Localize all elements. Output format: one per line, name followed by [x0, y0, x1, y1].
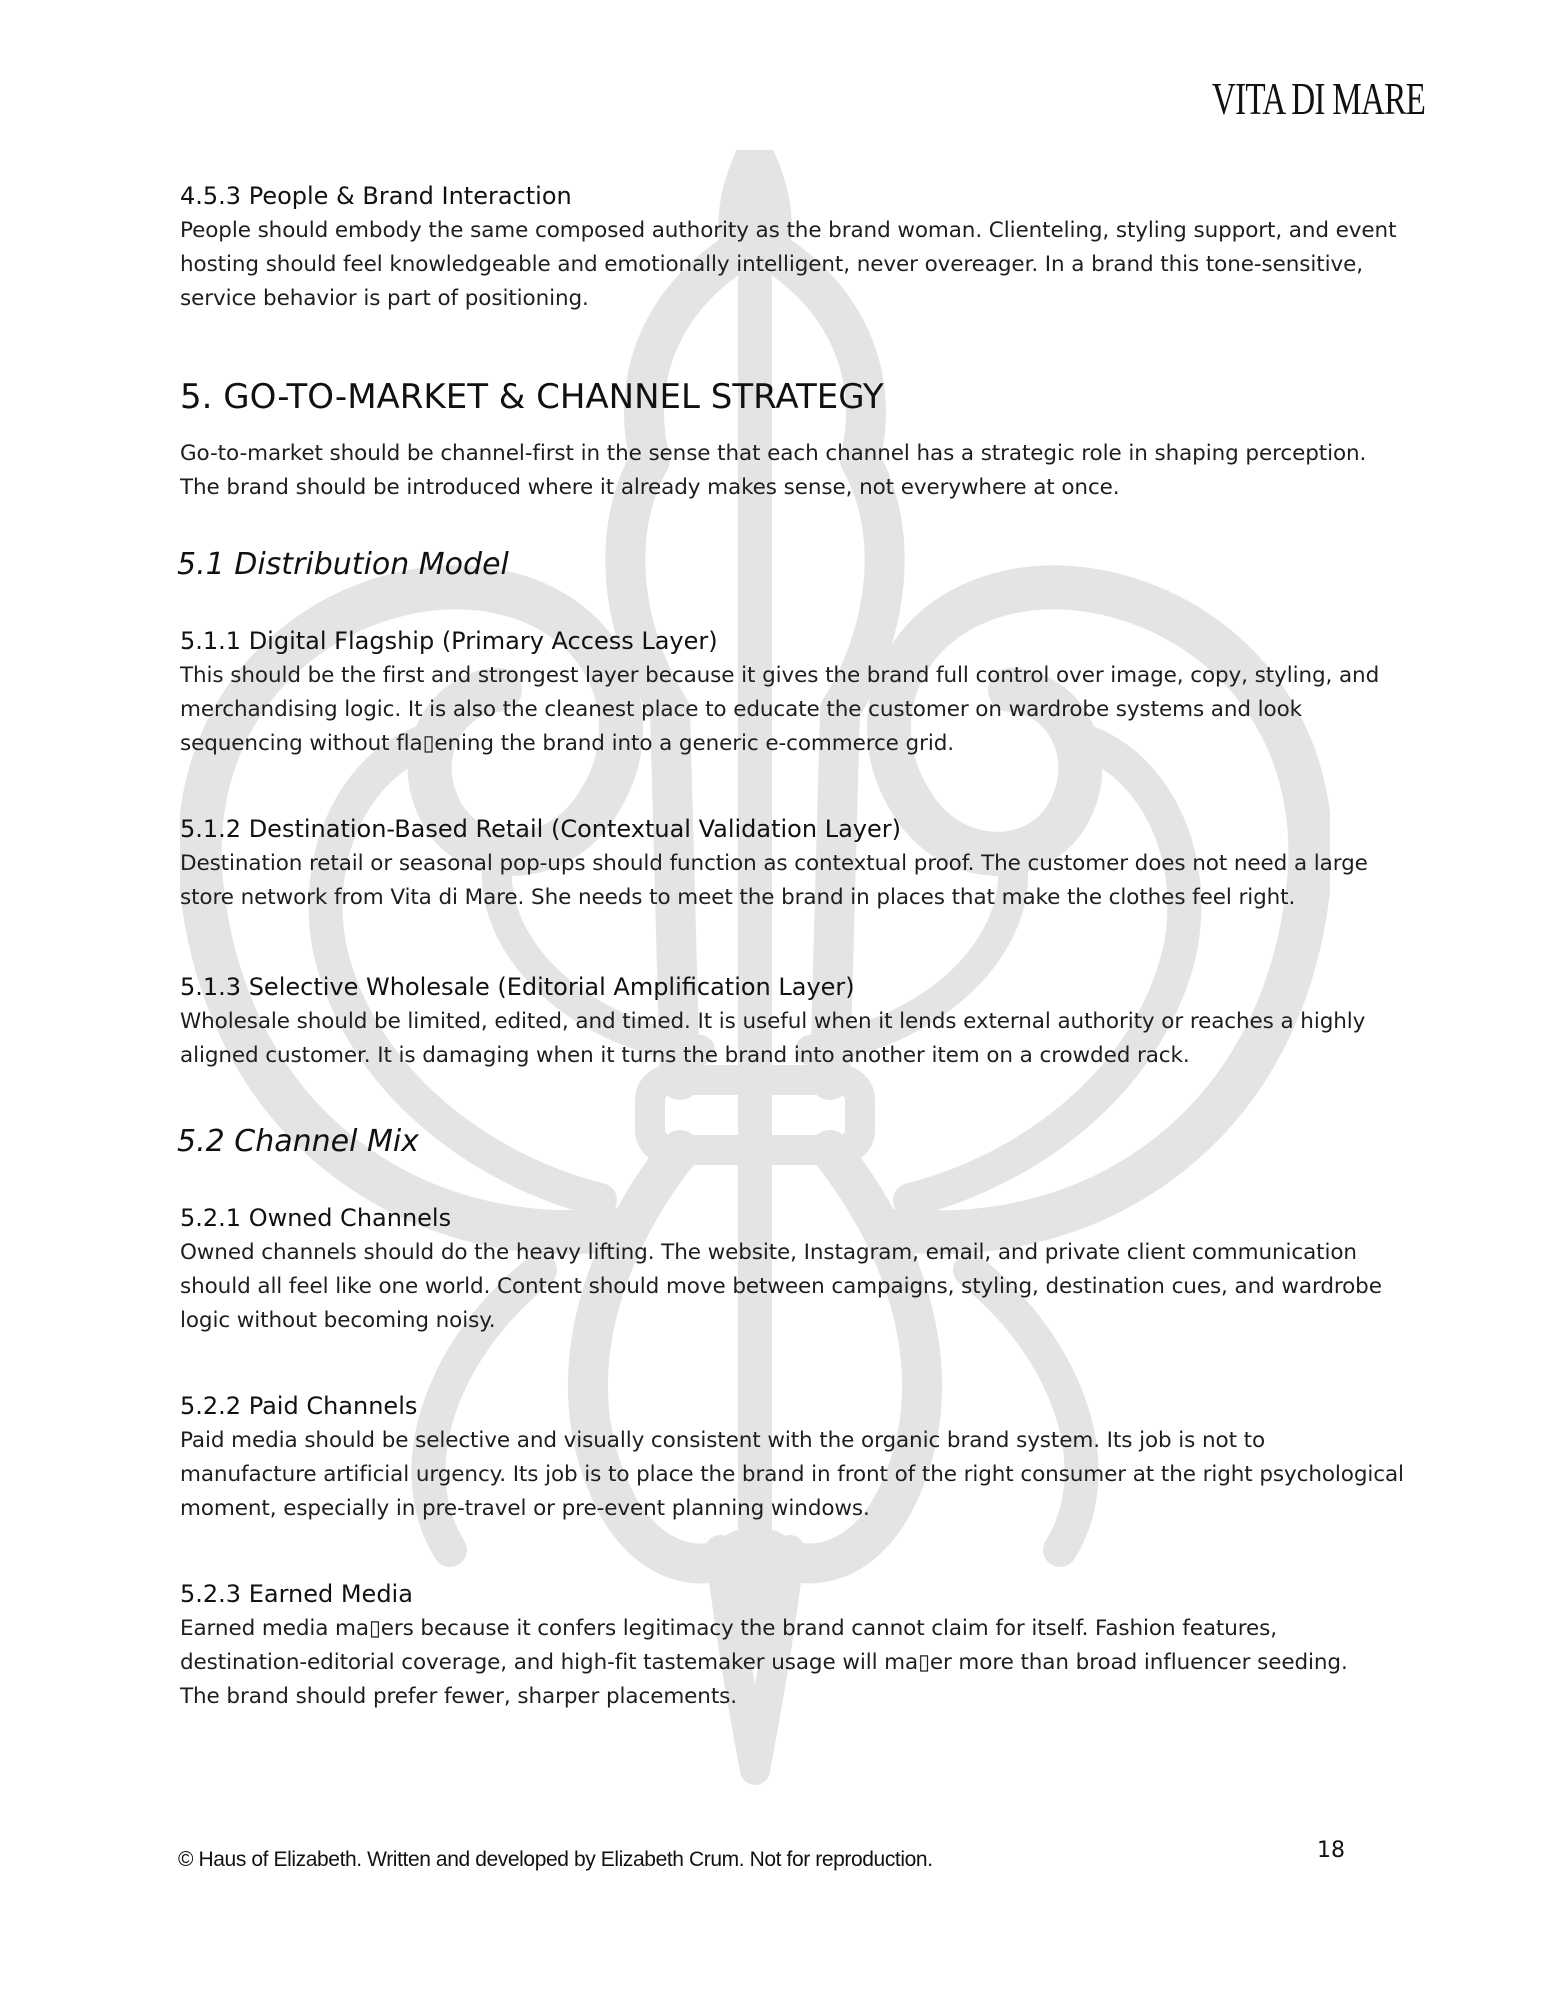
- section-body: [180, 659, 1430, 761]
- section-heading: 5.2.3 Earned Media: [180, 1580, 413, 1608]
- body-line: should all feel like one world. Content should move between campaigns, styling, destination cues, and wardrobe: [180, 1274, 1382, 1299]
- body-line: This should be the first and strongest layer because it gives the brand full control over image, copy, styling, and: [180, 663, 1380, 688]
- body-line: sequencing without fla▯ening the brand into a generic e-commerce grid.: [180, 731, 954, 756]
- body-line: store network from Vita di Mare. She needs to meet the brand in places that make the clothes feel right.: [180, 885, 1296, 910]
- section-heading: 5.1.2 Destination-Based Retail (Contextual Validation Layer): [180, 815, 901, 843]
- section-body: [180, 1424, 1430, 1526]
- section-body: [180, 1612, 1430, 1714]
- section-body: [180, 847, 1430, 915]
- section-5-1-1: [180, 623, 1430, 761]
- body-line: logic without becoming noisy.: [180, 1308, 496, 1333]
- section-heading: 5.1.3 Selective Wholesale (Editorial Amplification Layer): [180, 973, 855, 1001]
- section-body: [180, 214, 1430, 316]
- body-line: service behavior is part of positioning.: [180, 286, 589, 311]
- section-heading: 5.1.1 Digital Flagship (Primary Access Layer): [180, 627, 718, 655]
- body-line: moment, especially in pre-travel or pre-event planning windows.: [180, 1496, 870, 1521]
- brand-logo: VITA DI MARE: [1211, 73, 1425, 124]
- body-line: Destination retail or seasonal pop-ups should function as contextual proof. The customer does not need a large: [180, 851, 1368, 876]
- body-line: Owned channels should do the heavy lifting. The website, Instagram, email, and private client communication: [180, 1240, 1357, 1265]
- body-line: The brand should prefer fewer, sharper placements.: [180, 1684, 737, 1709]
- body-line: Wholesale should be limited, edited, and timed. It is useful when it lends external authority or reaches a highly: [180, 1009, 1366, 1034]
- body-line: Earned media ma▯ers because it confers legitimacy the brand cannot claim for itself. Fashion features,: [180, 1616, 1277, 1641]
- section-5-1-3: [180, 969, 1430, 1073]
- body-line: People should embody the same composed authority as the brand woman. Clienteling, styling support, and event: [180, 218, 1397, 243]
- body-line: manufacture artificial urgency. Its job is to place the brand in front of the right consumer at the right psychological: [180, 1462, 1404, 1487]
- section-5: [180, 375, 1430, 505]
- footer-copyright: © Haus of Elizabeth. Written and developed by Elizabeth Crum. Not for reproduction.: [178, 1848, 933, 1871]
- body-line: Go-to-market should be channel-first in the sense that each channel has a strategic role in shaping perception.: [180, 441, 1367, 466]
- body-line: aligned customer. It is damaging when it turns the brand into another item on a crowded rack.: [180, 1043, 1190, 1068]
- section-body: [180, 1005, 1430, 1073]
- chapter-heading: 5. GO-TO-MARKET & CHANNEL STRATEGY: [180, 377, 884, 417]
- section-5-1-2: [180, 811, 1430, 915]
- section-heading: 5.2.1 Owned Channels: [180, 1204, 452, 1232]
- section-body: [180, 437, 1430, 505]
- subsection-heading: 5.2 Channel Mix: [177, 1124, 419, 1159]
- section-heading: 5.2.2 Paid Channels: [180, 1392, 418, 1420]
- body-line: destination-editorial coverage, and high-fit tastemaker usage will ma▯er more than broad influencer seeding.: [180, 1650, 1348, 1675]
- subsection-heading: 5.1 Distribution Model: [177, 547, 509, 582]
- section-5-2-3: [180, 1576, 1430, 1714]
- page-number: 18: [1317, 1838, 1345, 1863]
- page-content: [177, 178, 1430, 1714]
- section-4-5-3: [180, 178, 1430, 316]
- section-5-2-1: [180, 1200, 1430, 1338]
- section-body: [180, 1236, 1430, 1338]
- body-line: merchandising logic. It is also the cleanest place to educate the customer on wardrobe systems and look: [180, 697, 1302, 722]
- body-line: The brand should be introduced where it already makes sense, not everywhere at once.: [180, 475, 1120, 500]
- section-5-2-2: [180, 1388, 1430, 1526]
- section-heading: 4.5.3 People & Brand Interaction: [180, 182, 572, 210]
- body-line: Paid media should be selective and visually consistent with the organic brand system. Its job is not to: [180, 1428, 1266, 1453]
- body-line: hosting should feel knowledgeable and emotionally intelligent, never overeager. In a brand this tone-sensitive,: [180, 252, 1363, 277]
